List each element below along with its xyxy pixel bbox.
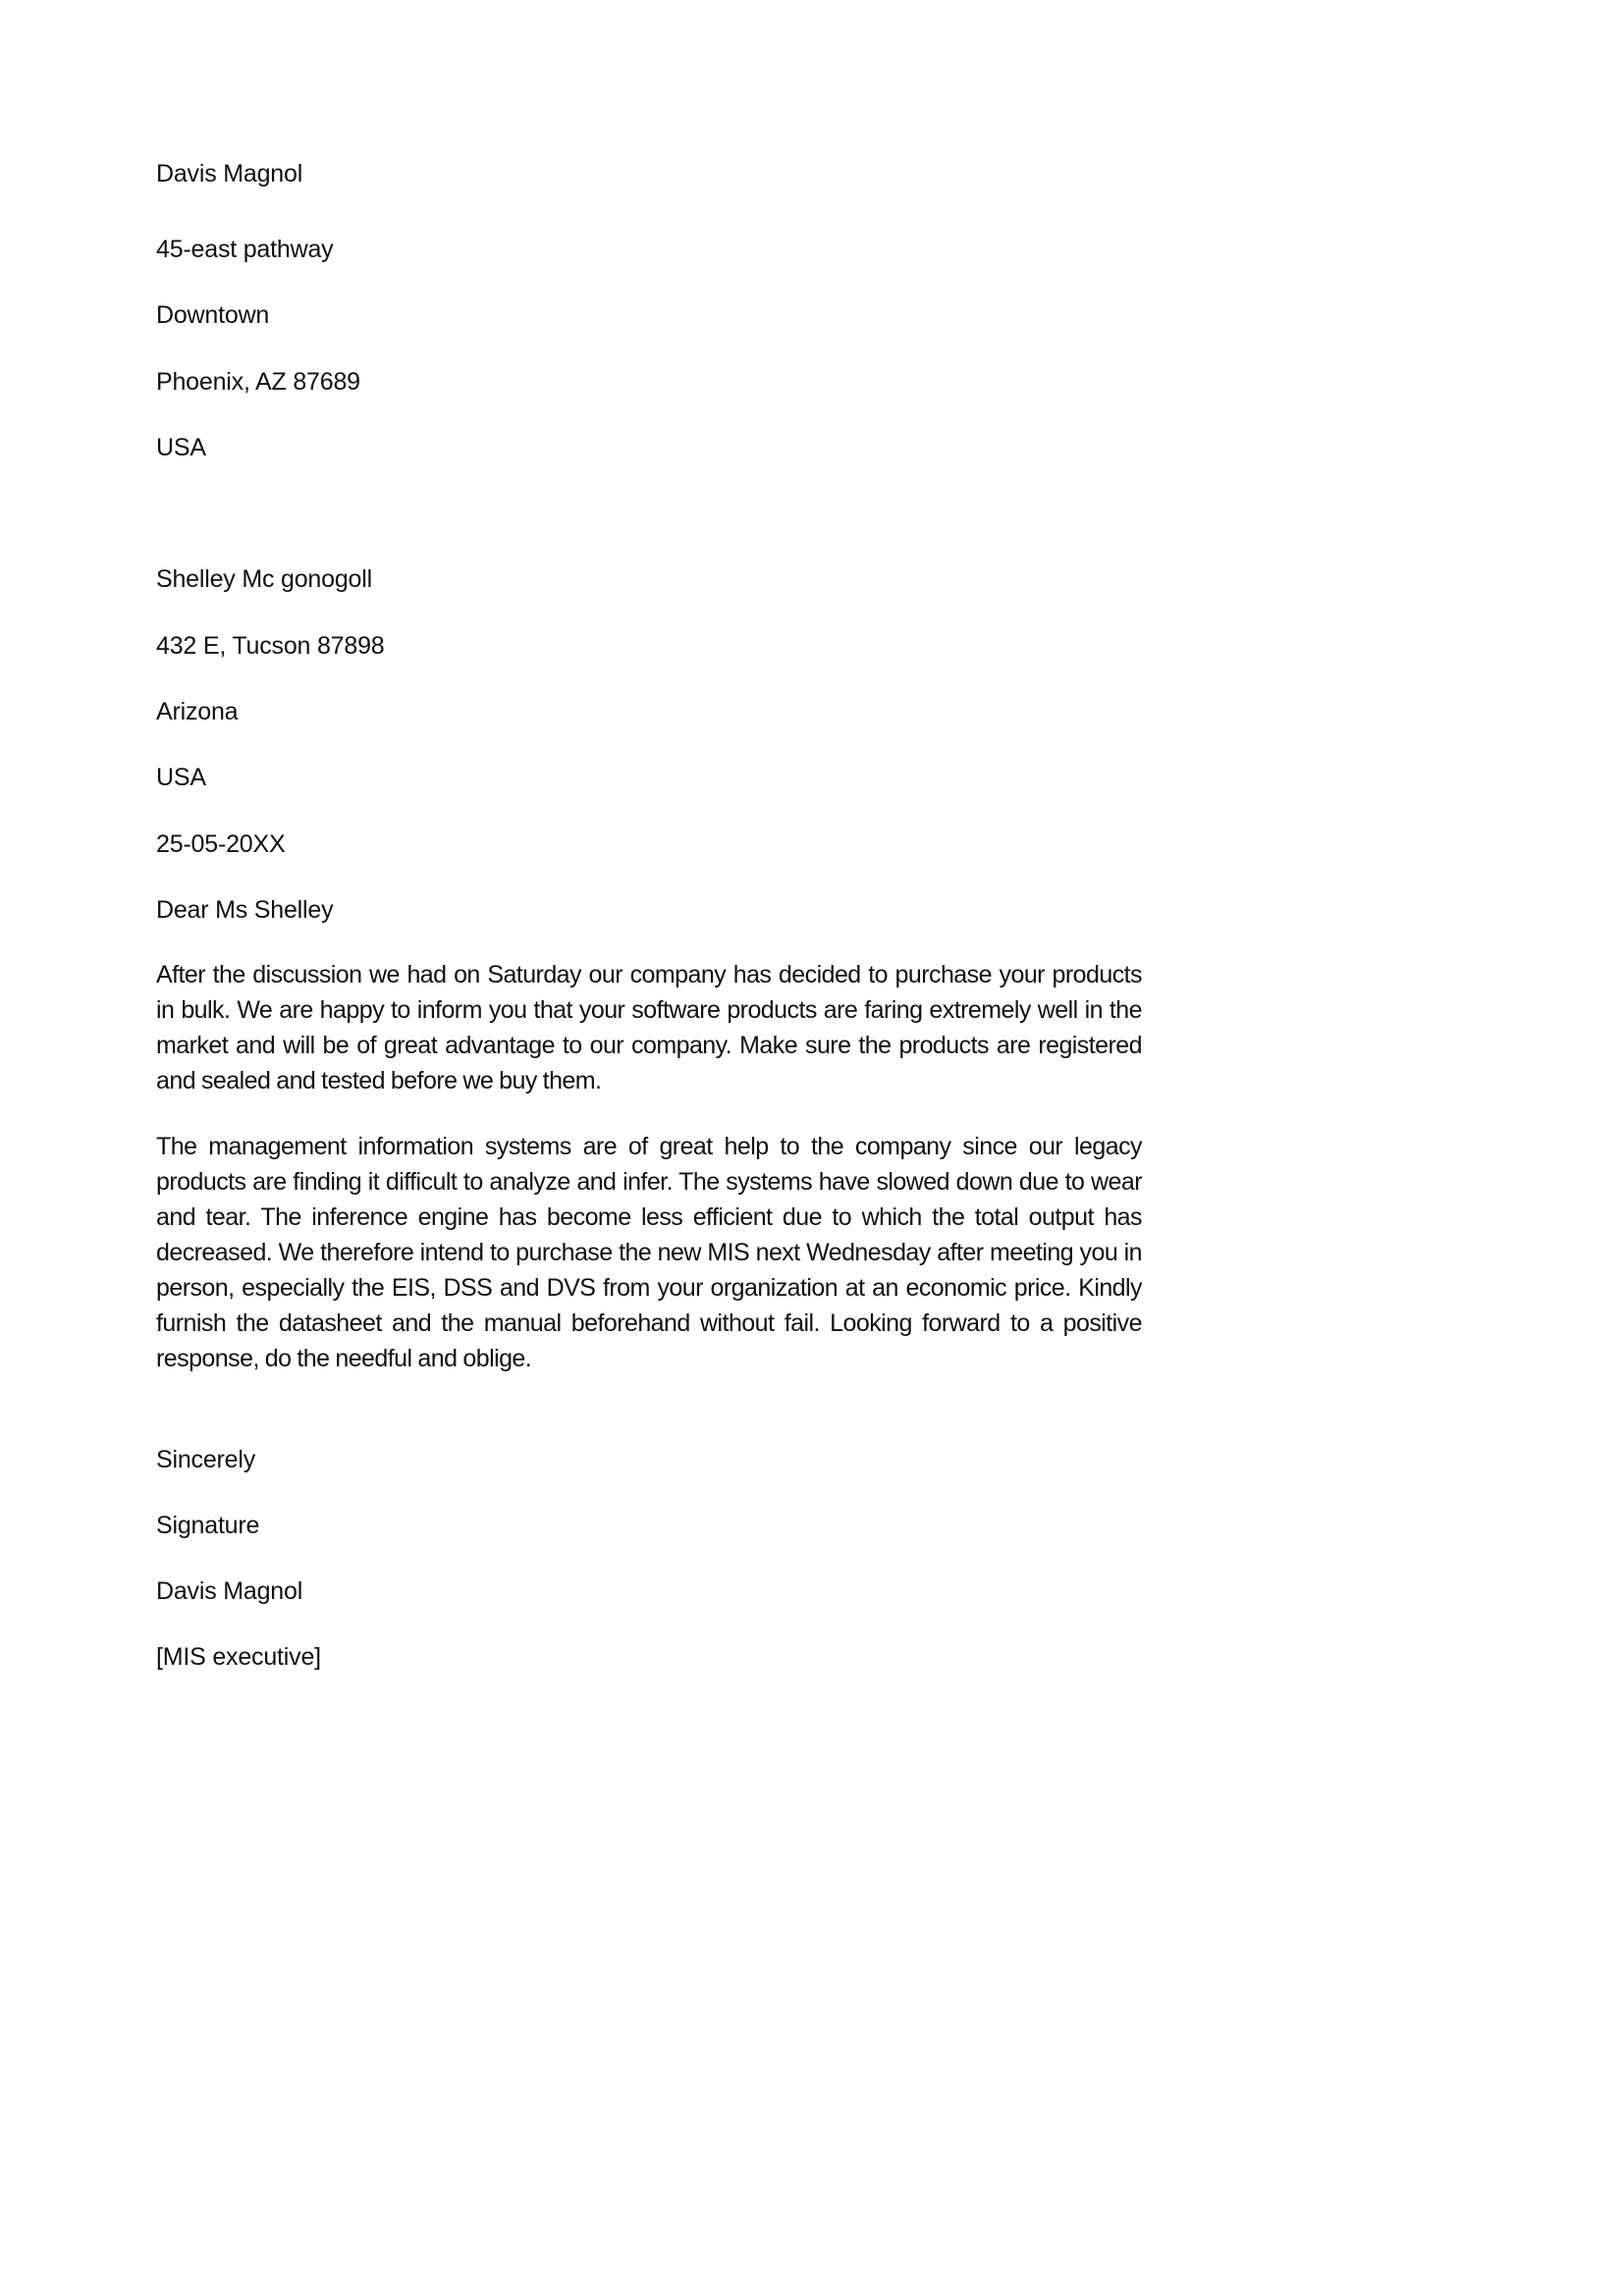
sender-area: Downtown [156, 301, 270, 329]
sender-country: USA [156, 434, 206, 461]
salutation: Dear Ms Shelley [156, 896, 334, 924]
signer-name: Davis Magnol [156, 1577, 303, 1605]
recipient-name: Shelley Mc gonogoll [156, 565, 372, 593]
letter-date: 25-05-20XX [156, 830, 286, 858]
body-paragraph-2: The management information systems are of great help to the company since our legacy products are finding it difficult to analyze and infer. The systems have slowed down due to wear and tear. The inference engine has become less efficient due to which the total output has decreased. We therefore intend to purchase the new MIS next Wednesday after meeting you in person, especially the EIS, DSS and DVS from your organization at an economic price. Kindly furnish the datasheet and the manual beforehand without fail. Looking forward to a positive response, do the needful and oblige. [156, 1133, 1142, 1372]
sender-name: Davis Magnol [156, 160, 303, 187]
recipient-country: USA [156, 764, 206, 791]
recipient-state: Arizona [156, 698, 239, 725]
sender-street: 45-east pathway [156, 236, 334, 263]
body-paragraph-1: After the discussion we had on Saturday our company has decided to purchase your products in bulk. We are happy to inform you that your software products are faring extremely well in the market and will be of great advantage to our company. Make sure the products are registered and sealed and tested before we buy them. [156, 961, 1142, 1095]
signer-title: [MIS executive] [156, 1643, 321, 1671]
recipient-address-line: 432 E, Tucson 87898 [156, 632, 385, 660]
valediction: Sincerely [156, 1446, 256, 1473]
sender-city-state-zip: Phoenix, AZ 87689 [156, 368, 360, 396]
signature: Signature [156, 1512, 260, 1539]
